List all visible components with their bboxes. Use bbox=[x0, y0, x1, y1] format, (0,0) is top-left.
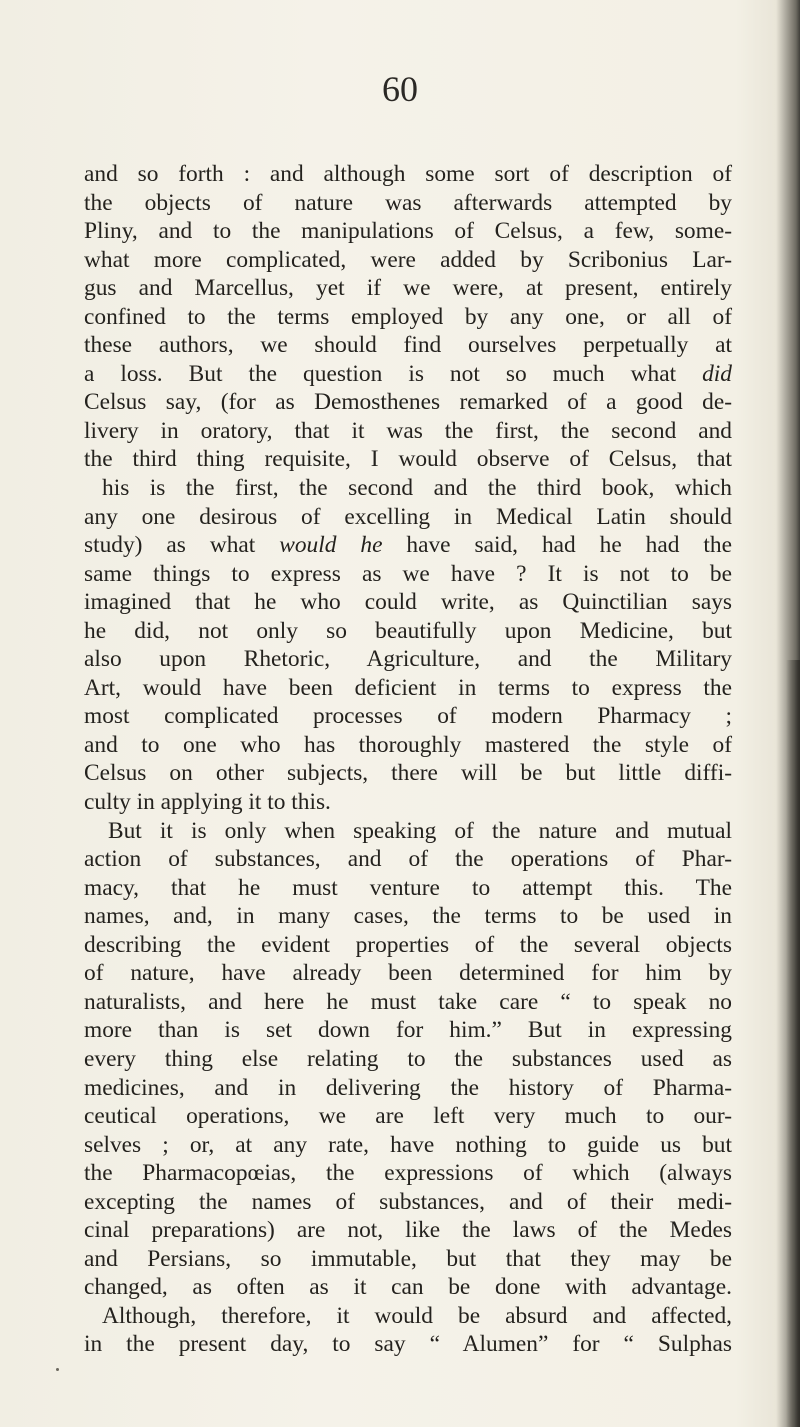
text-line: what more complicated, were added by Scribonius Lar- bbox=[84, 246, 732, 273]
text-line: livery in oratory, that it was the first, the second and bbox=[84, 417, 732, 444]
text-line: gus and Marcellus, yet if we were, at present, entirely bbox=[84, 275, 732, 302]
text-line: and so forth : and although some sort of description of bbox=[84, 161, 732, 187]
text-line: in the present day, to say “ Alumen” for “ Sulphas bbox=[84, 1331, 732, 1358]
text-line: names, and, in many cases, the terms to be used in bbox=[84, 903, 732, 930]
text-line-part: a loss. But the question is not so much what did bbox=[84, 360, 732, 387]
text-line: the objects of nature was afterwards attempted by bbox=[84, 189, 732, 216]
text-line: these authors, we should find ourselves perpetually at bbox=[84, 332, 732, 359]
text-line: the third thing requisite, I would observe of Celsus, that bbox=[84, 446, 732, 473]
page-number: 60 bbox=[382, 69, 418, 109]
text-line: action of substances, and of the operations of Phar- bbox=[84, 846, 732, 873]
text-line: Celsus say, (for as Demosthenes remarked of a good de- bbox=[84, 389, 732, 416]
text-line: macy, that he must venture to attempt this. The bbox=[84, 874, 732, 901]
ink-speck bbox=[56, 1368, 59, 1371]
text-line: selves ; or, at any rate, have nothing to guide us but bbox=[84, 1131, 732, 1158]
text-line: most complicated processes of modern Pharmacy ; bbox=[84, 703, 732, 730]
text-line: of nature, have already been determined for him by bbox=[84, 960, 732, 987]
text-line: the Pharmacopœias, the expressions of which (always bbox=[84, 1160, 732, 1187]
italic-emphasis: did bbox=[702, 360, 732, 387]
text-line: and to one who has thoroughly mastered the style of bbox=[84, 731, 732, 758]
text-line: his is the first, the second and the third book, which bbox=[102, 475, 732, 502]
text-line: more than is set down for him.” But in expressing bbox=[84, 1017, 732, 1044]
text-line: same things to express as we have ? It is not to be bbox=[84, 560, 732, 587]
text-line: medicines, and in delivering the history of Pharma- bbox=[84, 1074, 732, 1101]
text-line bbox=[84, 531, 732, 560]
text-line: he did, not only so beautifully upon Medicine, but bbox=[84, 617, 732, 644]
text-line-part: study) as what would he have said, had he had the bbox=[84, 532, 732, 559]
text-line: Although, therefore, it would be absurd and affected, bbox=[102, 1302, 732, 1329]
text-line: every thing else relating to the substances used as bbox=[84, 1045, 732, 1072]
text-line: any one desirous of excelling in Medical Latin should bbox=[84, 503, 732, 530]
text-line: Art, would have been deficient in terms to express the bbox=[84, 674, 732, 701]
text-line: But it is only when speaking of the nature and mutual bbox=[108, 817, 732, 844]
page-edge-shadow bbox=[786, 660, 800, 1427]
text-line: ceutical operations, we are left very much to our- bbox=[84, 1103, 732, 1130]
text-line: also upon Rhetoric, Agriculture, and the Military bbox=[84, 646, 732, 673]
text-line: naturalists, and here he must take care “ to speak no bbox=[84, 988, 732, 1015]
text-line: Pliny, and to the manipulations of Celsus, a few, some- bbox=[84, 218, 732, 245]
text-line: excepting the names of substances, and of their medi- bbox=[84, 1188, 732, 1215]
text-line: and Persians, so immutable, but that they may be bbox=[84, 1245, 732, 1272]
text-line: confined to the terms employed by any one, or all of bbox=[84, 303, 732, 330]
text-line: changed, as often as it can be done with advantage. bbox=[84, 1274, 732, 1301]
body-text bbox=[84, 160, 732, 1359]
text-line: culty in applying it to this. bbox=[84, 789, 331, 816]
text-line: imagined that he who could write, as Quinctilian says bbox=[84, 589, 732, 616]
text-line: Celsus on other subjects, there will be but little diffi- bbox=[84, 760, 732, 787]
text-line bbox=[84, 360, 732, 389]
text-line: cinal preparations) are not, like the laws of the Medes bbox=[84, 1217, 732, 1244]
italic-emphasis: would he bbox=[279, 532, 383, 559]
text-line: describing the evident properties of the several objects bbox=[84, 931, 732, 958]
